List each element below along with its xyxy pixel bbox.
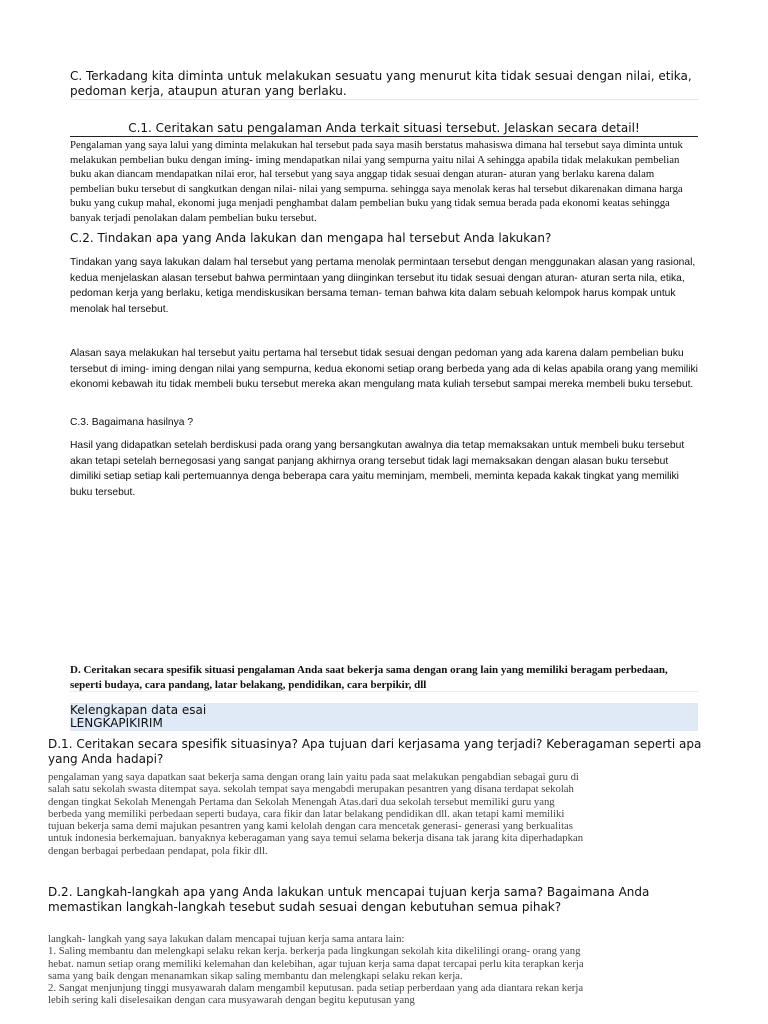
divider	[70, 691, 698, 692]
answer-c2-paragraph-2: Alasan saya melakukan hal tersebut yaitu pertama hal tersebut tidak sesuai dengan pedoman yang ada karena dalam pembelian buku tersebut di iming- iming dengan nilai yang sempurna, kedua ekonomi setiap orang berbeda yang ada di kelas apabila orang yang memiliki ekonomi kebawah itu tidak membeli buku tersebut mereka akan mengulang mata kuliah tersebut sampai mereka membeli buku tersebut.	[70, 348, 698, 390]
answer-d1: pengalaman yang saya dapatkan saat bekerja sama dengan orang lain yaitu pada saat melakukan pengabdian sebagai guru di salah satu sekolah swasta ditempat saya. sekolah tempat saya mengabdi merupakan pesantren yang disana terdapat sekolah dengan tingkat Sekolah Menengah Pertama dan Sekolah Menengah Atas.dari dua sekolah tersebut memiliki guru yang berbeda yang memiliki perbedaan seperti budaya, cara fikir dan latar belakang pendidikan dll. akan tetapi kami memiliki tujuan bekerja sama demi majukan pesantren yang kami kelolah dengan cara mencetak generasi- generasi yang berkualitas untuk indonesia berkemajuan. banyaknya keberagaman yang saya temui selama bekerja disana tak jarang kita diperhadapkan dengan berbagai perbedaan pendapat, pola fikir dll.	[48, 771, 584, 857]
question-d: D. Ceritakan secara spesifik situasi pengalaman Anda saat bekerja sama dengan orang lain yang memiliki beragam perbedaan, seperti budaya, cara pandang, latar belakang, pendidikan, cara berpikir, dll	[70, 664, 668, 691]
divider	[70, 136, 698, 137]
completeness-label: Kelengkapan data esai	[70, 703, 207, 717]
completeness-status: LENGKAPIKIRIM	[70, 716, 163, 730]
question-d2: D.2. Langkah-langkah apa yang Anda lakukan untuk mencapai tujuan kerja sama? Bagaimana Anda memastikan langkah-langkah tesebut sudah sesuai dengan kebutuhan semua pihak?	[48, 885, 650, 914]
question-c: C. Terkadang kita diminta untuk melakukan sesuatu yang menurut kita tidak sesuai dengan nilai, etika, pedoman kerja, ataupun aturan yang berlaku.	[70, 69, 692, 98]
question-c2: C.2. Tindakan apa yang Anda lakukan dan mengapa hal tersebut Anda lakukan?	[70, 231, 552, 245]
question-c1: C.1. Ceritakan satu pengalaman Anda terkait situasi tersebut. Jelaskan secara detail!	[128, 121, 640, 135]
answer-d2: langkah- langkah yang saya lakukan dalam mencapai tujuan kerja sama antara lain: 1. Saling membantu dan melengkapi selaku rekan kerja. berkerja pada lingkungan sekolah kita dikelilingi orang- orang yang hebat. namun setiap orang memiliki kelemahan dan kelebihan, agar tujuan kerja sama dapat tercapai perlu kita terapkan kerja sama yang baik dengan menanamkan sikap saling membantu dan melengkapi selaku rekan kerja. 2. Sangat menjunjung tinggi musyawarah dalam mengambil keputusan. pada setiap perberdaan yang ada diantara rekan kerja lebih sering kali diselesaikan dengan cara musyawarah dengan begitu keputusan yang	[48, 933, 584, 1007]
question-c3: C.3. Bagaimana hasilnya ?	[70, 417, 194, 428]
answer-c3: Hasil yang didapatkan setelah berdiskusi pada orang yang bersangkutan awalnya dia tetap memaksakan untuk membeli buku tersebut akan tetapi setelah bernegosasi yang sangat panjang akhirnya orang tersebut tidak lagi memaksakan dengan alasan buku tersebut dimiliki setiap setiap kali pertemuannya denga beberapa cara yaitu meminjam, membeli, meminta kepada kakak tingkat yang memiliki buku tersebut.	[70, 440, 685, 498]
question-d1: D.1. Ceritakan secara spesifik situasinya? Apa tujuan dari kerjasama yang terjadi? Keberagaman seperti apa yang Anda hadapi?	[48, 737, 702, 766]
essay-completeness-banner	[70, 703, 698, 731]
answer-c2-paragraph-1: Tindakan yang saya lakukan dalam hal tersebut yang pertama menolak permintaan tersebut dengan menggunakan alasan yang rasional, kedua menjelaskan alasan tersebut bahwa permintaan yang diinginkan tersebut itu tidak sesuai dengan aturan- aturan serta nila, etika, pedoman kerja yang berlaku, ketiga mendiskusikan bersama teman- teman bahwa kita dalam sebuah kelompok harus kompak untuk menolak hal tersebut.	[70, 257, 696, 315]
answer-c1: Pengalaman yang saya lalui yang diminta melakukan hal tersebut pada saya masih berstatus mahasiswa dimana hal tersebut saya diminta untuk melakukan pembelian buku dengan iming- iming mendapatkan nilai yang sempurna yaitu nilai A sehingga apabila tidak melakukan pembelian buku akan diancam mendapatkan nilai eror, hal tersebut yang saya anggap tidak sesuai dengan aturan- aturan yang berlaku karena dalam pembelian buku tersebut di sangkutkan dengan nilai- nilai yang sempurna. sehingga saya menolak keras hal tersebut dikarenakan dimana harga buku yang cukup mahal, ekonomi juga menjadi penghambat dalam pembelian buku yang tidak semua berada pada ekonomi keatas sehingga banyak terjadi penolakan dalam pembelian buku tersebut.	[70, 139, 683, 224]
divider	[70, 99, 698, 100]
